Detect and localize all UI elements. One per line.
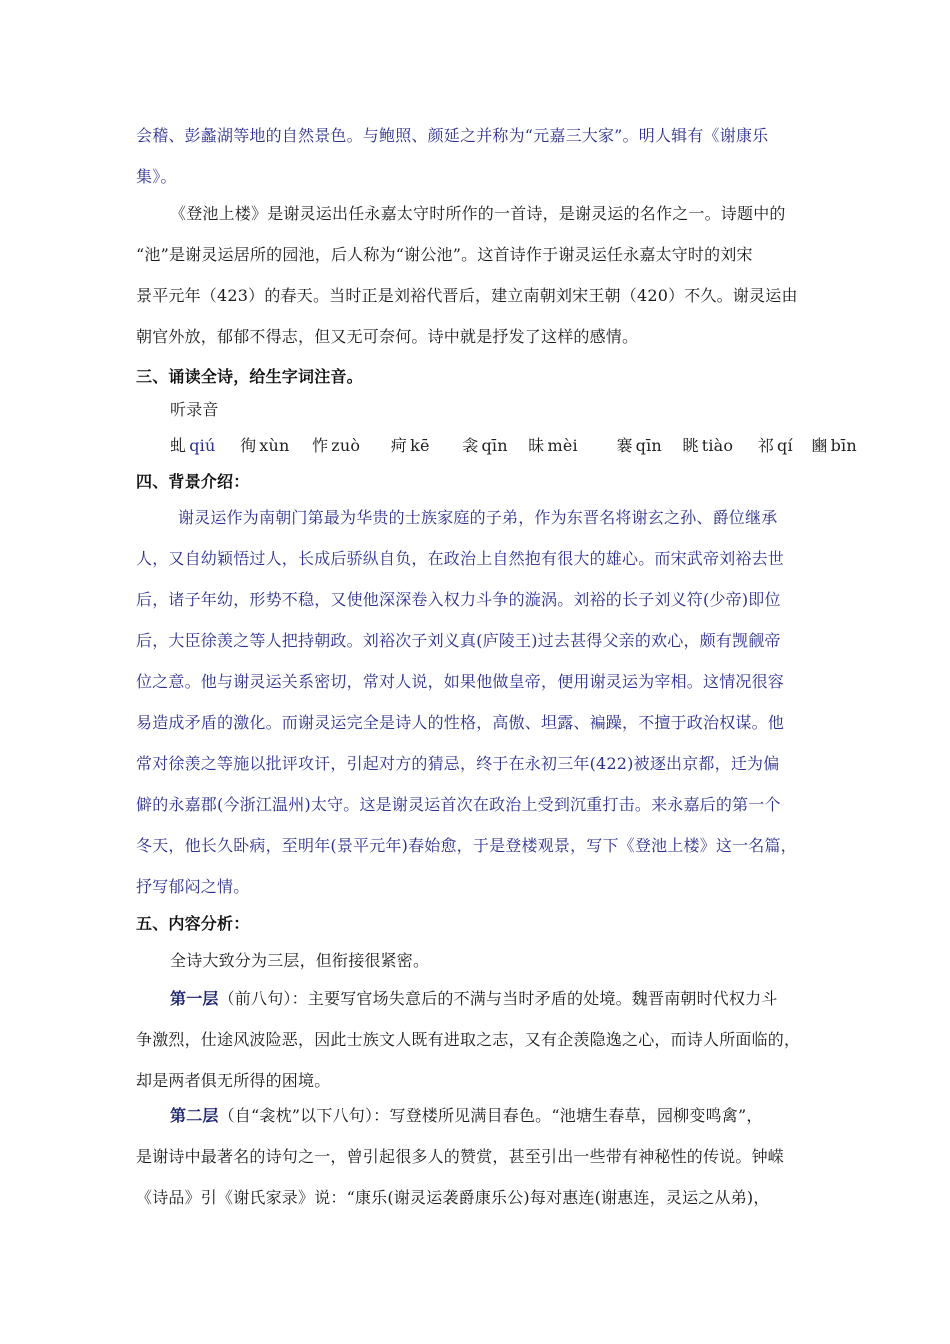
background-line-2: 人，又自幼颖悟过人，长成后骄纵自负，在政治上自然抱有很大的雄心。而宋武帝刘裕去世 — [136, 549, 785, 568]
word-pinyin: xùn — [259, 436, 290, 455]
background-line-9: 冬天，他长久卧病，至明年(景平元年)春始愈，于是登楼观景，写下《登池上楼》这一名篇， — [136, 836, 797, 855]
layer-1-text: （前八句）：主要写官场失意后的不满与当时矛盾的处境。魏晋南朝时代权力斗 — [218, 989, 778, 1008]
word-char: 祁 — [757, 436, 775, 455]
layer-2-label: 第二层 — [170, 1106, 219, 1125]
word-char: 褰 — [616, 436, 633, 455]
listen-recording-label: 听录音 — [170, 400, 219, 419]
section-3-heading: 三、诵读全诗，给生字词注音。 — [136, 367, 363, 386]
analysis-overview: 全诗大致分为三层，但衔接很紧密。 — [170, 951, 430, 970]
intro-line-1: 会稽、彭蠡湖等地的自然景色。与鲍照、颜延之并称为“元嘉三大家”。明人辑有《谢康乐 — [136, 126, 769, 145]
layer-1-line-1 — [170, 988, 830, 1010]
layer-2-line-3: 《诗品》引《谢氏家录》说：“康乐(谢灵运袭爵康乐公)每对惠连(谢惠连，灵运之从弟)， — [136, 1188, 770, 1207]
layer-1-line-2: 争激烈，仕途风波险恶，因此士族文人既有进取之志，又有企羡隐逸之心，而诗人所面临的， — [136, 1030, 801, 1049]
background-line-10: 抒写郁闷之情。 — [136, 877, 250, 896]
word-char: 怍 — [312, 436, 329, 455]
word-pinyin: qiú — [189, 436, 216, 455]
poem-note-line-1: 《登池上楼》是谢灵运出任永嘉太守时所作的一首诗，是谢灵运的名作之一。诗题中的 — [170, 204, 786, 223]
word-char: 昧 — [528, 436, 545, 455]
pinyin-word-list — [170, 435, 857, 457]
word-char: 豳 — [811, 436, 828, 455]
word-pinyin: qīn — [635, 436, 662, 455]
word-pinyin: kē — [410, 436, 430, 455]
layer-2-line-2: 是谢诗中最著名的诗句之一，曾引起很多人的赞赏，甚至引出一些带有神秘性的传说。钟嵘 — [136, 1147, 785, 1166]
word-pinyin: mèi — [547, 436, 578, 455]
section-4-heading: 四、背景介绍： — [136, 472, 250, 491]
intro-line-2: 集》。 — [136, 167, 177, 186]
background-line-4: 后，大臣徐羡之等人把持朝政。刘裕次子刘义真(庐陵王)过去甚得父亲的欢心，颇有觊觎帝 — [136, 631, 781, 650]
word-pinyin: tiào — [701, 436, 734, 455]
background-line-1: 谢灵运作为南朝门第最为华贵的士族家庭的子弟，作为东晋名将谢玄之孙、爵位继承 — [178, 508, 778, 527]
word-pinyin: bīn — [830, 436, 857, 455]
word-pinyin: zuò — [331, 436, 361, 455]
word-pinyin: qīn — [481, 436, 508, 455]
poem-note-line-3: 景平元年（423）的春天。当时正是刘裕代晋后，建立南朝刘宋王朝（420）不久。谢灵运由 — [136, 286, 798, 305]
background-line-6: 易造成矛盾的激化。而谢灵运完全是诗人的性格，高傲、坦露、褊躁，不擅于政治权谋。他 — [136, 713, 785, 732]
poem-note-line-2: “池”是谢灵运居所的园池，后人称为“谢公池”。这首诗作于谢灵运任永嘉太守时的刘宋 — [136, 245, 753, 264]
poem-note-line-4: 朝官外放，郁郁不得志，但又无可奈何。诗中就是抒发了这样的感情。 — [136, 327, 639, 346]
layer-2-line-1 — [170, 1105, 830, 1127]
word-char: 徇 — [240, 436, 257, 455]
background-line-7: 常对徐羡之等施以批评攻讦，引起对方的猜忌，终于在永初三年(422)被逐出京都，迁为偏 — [136, 754, 780, 773]
word-pinyin: qí — [777, 436, 793, 455]
word-char: 眺 — [682, 436, 699, 455]
layer-1-line-3: 却是两者俱无所得的困境。 — [136, 1071, 331, 1090]
layer-1-label: 第一层 — [170, 989, 219, 1008]
word-char: 疴 — [390, 436, 408, 455]
word-char: 虬 — [170, 436, 187, 455]
layer-2-text: （自“衾枕”以下八句）：写登楼所见满目春色。“池塘生春草，园柳变鸣禽”， — [218, 1106, 763, 1125]
background-line-8: 僻的永嘉郡(今浙江温州)太守。这是谢灵运首次在政治上受到沉重打击。来永嘉后的第一个 — [136, 795, 781, 814]
word-char: 衾 — [462, 436, 479, 455]
background-line-5: 位之意。他与谢灵运关系密切，常对人说，如果他做皇帝，便用谢灵运为宰相。这情况很容 — [136, 672, 785, 691]
section-5-heading: 五、内容分析： — [136, 914, 250, 933]
background-line-3: 后，诸子年幼，形势不稳，又使他深深卷入权力斗争的漩涡。刘裕的长子刘义符(少帝)即位 — [136, 590, 781, 609]
